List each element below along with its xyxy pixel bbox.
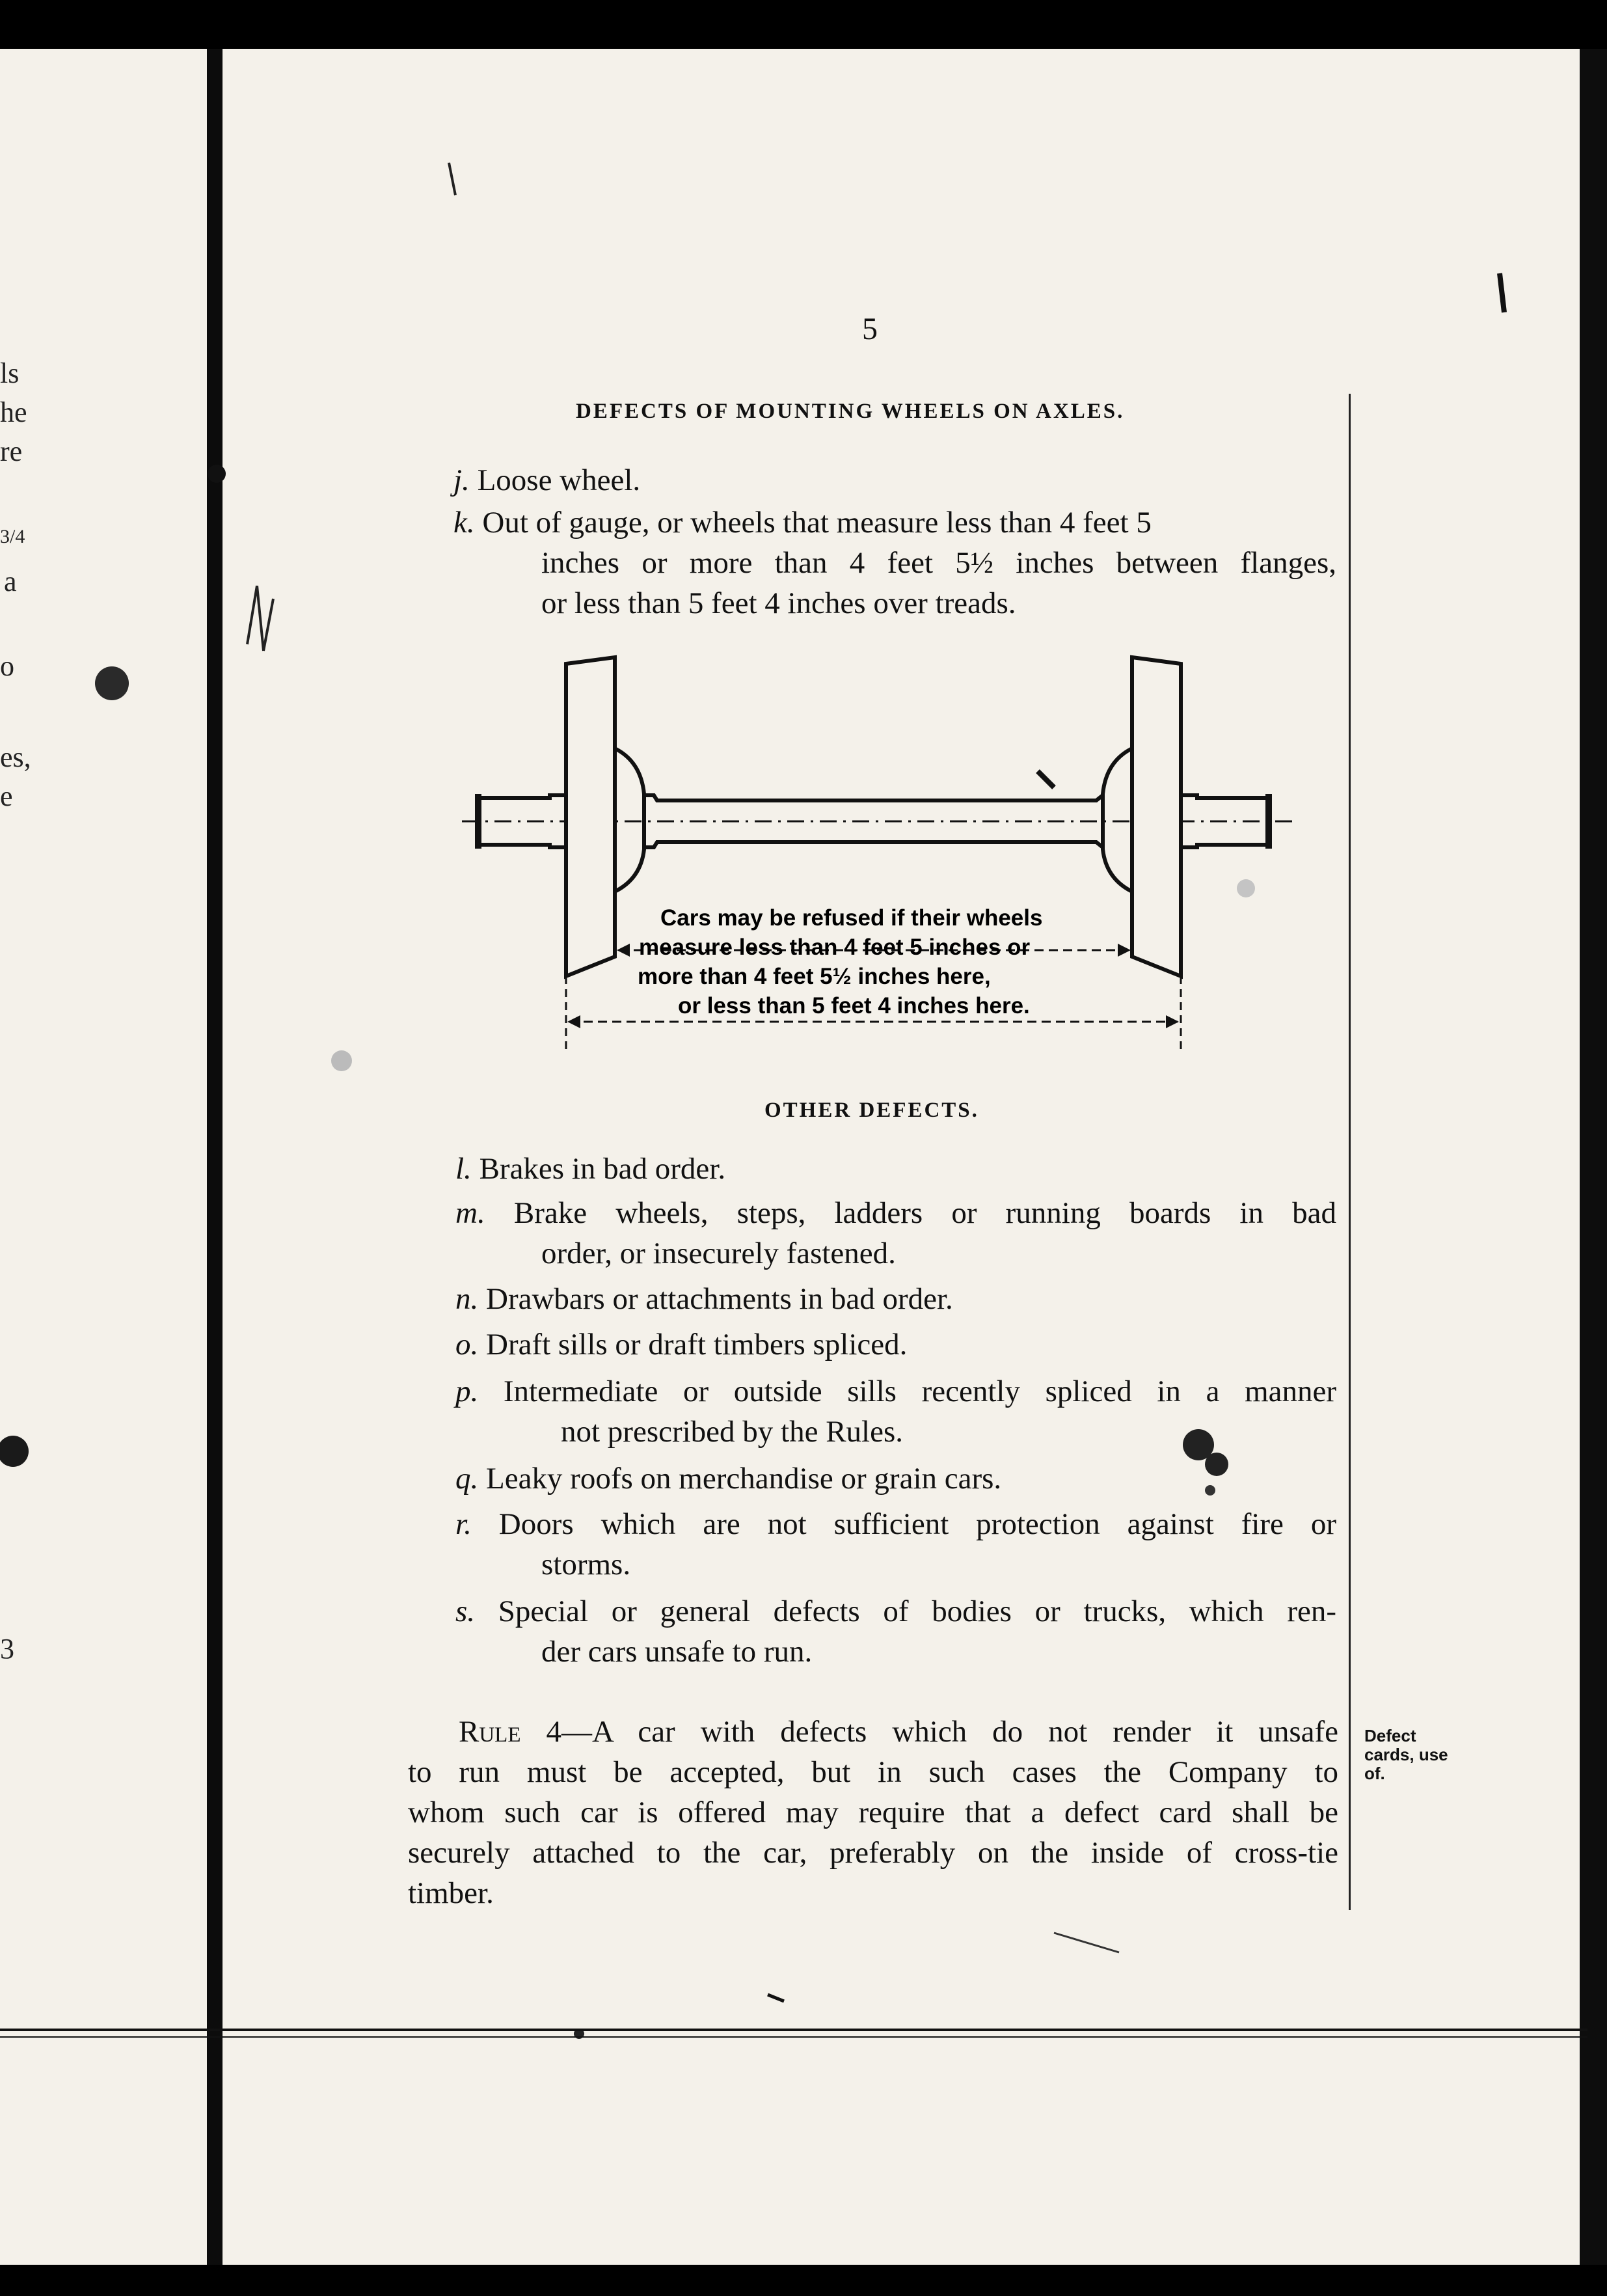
list-item bbox=[455, 1591, 1336, 1632]
diagram-caption-line: Cars may be refused if their wheels bbox=[660, 905, 1043, 931]
item-label: q. bbox=[455, 1462, 479, 1496]
rule-text-line: securely attached to the car, preferably on the inside of cross-tie bbox=[408, 1836, 1338, 1870]
item-text-continued: not prescribed by the Rules. bbox=[561, 1415, 904, 1449]
left-hub bbox=[615, 748, 644, 892]
margin-note-line: of. bbox=[1364, 1764, 1385, 1783]
section-heading: DEFECTS OF MOUNTING WHEELS ON AXLES. bbox=[576, 400, 1125, 423]
list-item bbox=[455, 1458, 1001, 1499]
list-item bbox=[453, 460, 640, 500]
item-text-continued: der cars unsafe to run. bbox=[541, 1635, 813, 1669]
rule-text-line: to run must be accepted, but in such cases the Company to bbox=[408, 1755, 1338, 1789]
item-text-continued: storms. bbox=[541, 1548, 631, 1581]
item-label: j. bbox=[453, 463, 470, 497]
left-fragment: 3/4 bbox=[0, 526, 25, 547]
wheel-axle-diagram bbox=[455, 644, 1301, 1061]
left-fragment: ls bbox=[0, 357, 20, 389]
item-text-continued: inches or more than 4 feet 5½ inches between flanges, bbox=[541, 546, 1336, 580]
list-item bbox=[455, 1324, 907, 1365]
item-text: Intermediate or outside sills recently spliced in a manner bbox=[503, 1374, 1336, 1408]
rule-text: —A car with defects which do not render it unsafe bbox=[561, 1715, 1339, 1749]
item-text: Brakes in bad order. bbox=[479, 1152, 726, 1186]
diagram-caption-line: more than 4 feet 5½ inches here, bbox=[638, 964, 991, 989]
left-fragment: 3 bbox=[0, 1633, 14, 1665]
item-text: Drawbars or attachments in bad order. bbox=[486, 1282, 953, 1316]
item-label: n. bbox=[455, 1282, 479, 1316]
right-hub bbox=[1103, 748, 1132, 892]
left-fragment: es, bbox=[0, 741, 31, 773]
list-item bbox=[455, 1193, 1336, 1233]
item-text: Leaky roofs on merchandise or grain cars. bbox=[486, 1462, 1002, 1496]
list-item bbox=[453, 502, 1152, 543]
item-label: s. bbox=[455, 1594, 476, 1628]
right-wheel bbox=[1132, 657, 1181, 976]
margin-rule bbox=[1349, 394, 1351, 1910]
item-label: k. bbox=[453, 506, 475, 540]
diagram-caption-line: or less than 5 feet 4 inches here. bbox=[678, 993, 1030, 1018]
margin-note bbox=[1364, 1727, 1448, 1783]
rule-text-line: whom such car is offered may require that a defect card shall be bbox=[408, 1796, 1338, 1829]
item-text: Draft sills or draft timbers spliced. bbox=[486, 1328, 908, 1361]
list-item bbox=[455, 1149, 725, 1189]
item-text-continued: or less than 5 feet 4 inches over treads. bbox=[541, 586, 1016, 620]
list-item bbox=[455, 1371, 1336, 1412]
left-fragment: he bbox=[0, 396, 27, 428]
section-heading: OTHER DEFECTS. bbox=[764, 1099, 979, 1122]
margin-note-line: Defect bbox=[1364, 1726, 1416, 1745]
axle-body bbox=[644, 795, 1103, 847]
page-number: 5 bbox=[862, 312, 878, 346]
margin-note-line: cards, use bbox=[1364, 1745, 1448, 1764]
item-text: Loose wheel. bbox=[477, 463, 641, 497]
item-label: m. bbox=[455, 1196, 485, 1230]
rule-paragraph bbox=[459, 1712, 1338, 1752]
left-fragment: re bbox=[0, 435, 23, 467]
item-text-continued: order, or insecurely fastened. bbox=[541, 1237, 896, 1270]
item-text: Brake wheels, steps, ladders or running boards in bad bbox=[513, 1196, 1336, 1230]
bottom-rule bbox=[0, 2036, 1587, 2038]
list-item bbox=[455, 1504, 1336, 1544]
item-label: r. bbox=[455, 1507, 472, 1541]
item-text: Doors which are not sufficient protection against fire or bbox=[498, 1507, 1336, 1541]
left-fragment: o bbox=[0, 650, 14, 682]
rule-label: Rule 4 bbox=[459, 1715, 561, 1749]
item-text: Out of gauge, or wheels that measure less than 4 feet 5 bbox=[482, 506, 1152, 540]
left-wheel bbox=[566, 657, 615, 976]
item-label: o. bbox=[455, 1328, 479, 1361]
rule-text-line: timber. bbox=[408, 1876, 494, 1910]
left-fragment: e bbox=[0, 780, 13, 812]
diagram-caption-line: measure less than 4 feet 5 inches or bbox=[639, 935, 1031, 960]
left-fragment: a bbox=[4, 566, 17, 597]
bottom-rule bbox=[0, 2029, 1587, 2031]
item-label: p. bbox=[455, 1374, 479, 1408]
item-text: Special or general defects of bodies or trucks, which ren- bbox=[498, 1594, 1337, 1628]
list-item bbox=[455, 1279, 953, 1319]
item-label: l. bbox=[455, 1152, 472, 1186]
